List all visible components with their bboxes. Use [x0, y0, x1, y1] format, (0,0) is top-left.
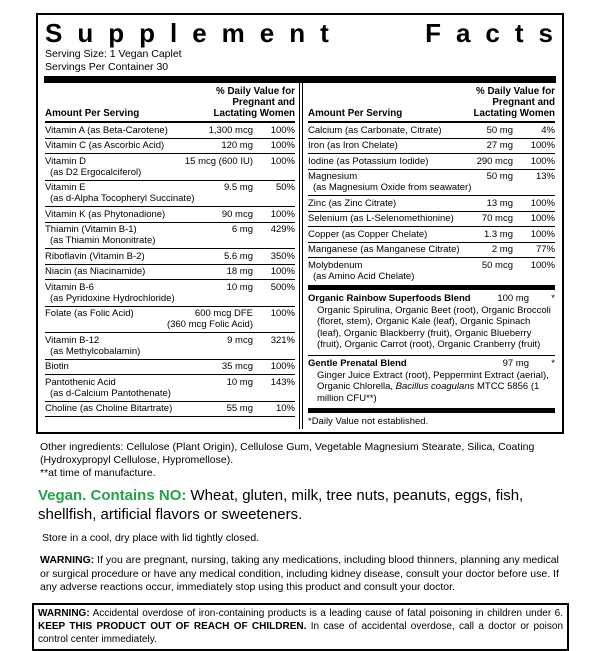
table-row-vitamin-d: [45, 153, 295, 180]
nutrient-name: Vitamin B-6: [45, 281, 94, 293]
table-row-magnesium: [308, 169, 555, 196]
table-row-manganese: [308, 242, 555, 258]
nutrient-name: Iodine (as Potassium Iodide): [308, 155, 429, 167]
table-row-vitamin-a: [45, 123, 295, 138]
blend-dv: *: [551, 292, 555, 304]
blend-name: Gentle Prenatal Blend: [308, 357, 407, 369]
nutrient-dv: 10%: [275, 403, 295, 414]
nutrient-dv: 500%: [270, 281, 295, 293]
nutrient-name: Vitamin B-12: [45, 334, 100, 346]
blend-dv: *: [551, 357, 555, 369]
table-row-iron: [308, 138, 555, 154]
nutrient-amount: 2 mg: [491, 244, 513, 255]
panel-title-word-1: Supplement: [45, 18, 344, 48]
nutrient-amount: 9 mcg: [227, 334, 253, 346]
nutrient-dv: 100%: [270, 208, 295, 220]
nutrient-amount: 18 mg: [226, 266, 253, 277]
nutrient-name: Molybdenum: [308, 259, 363, 271]
thick-divider-bar: [308, 285, 555, 290]
column-header: [45, 83, 295, 121]
nutrient-amount: 600 mcg DFE: [194, 308, 253, 319]
nutrient-name: Biotin: [45, 361, 69, 372]
nutrient-name: Vitamin E: [45, 182, 86, 193]
nutrient-name: Iron (as Iron Chelate): [308, 140, 398, 151]
panel-title-word-2: Facts: [425, 18, 568, 48]
nutrient-amount: 290 mcg: [476, 155, 513, 167]
keep-out-of-reach-text: KEEP THIS PRODUCT OUT OF REACH OF CHILDREN.: [38, 620, 307, 632]
nutrient-amount: 10 mg: [226, 281, 253, 293]
warning-label: WARNING:: [40, 554, 95, 566]
table-row-vitamin-c: [45, 138, 295, 154]
nutrient-amount: 6 mg: [231, 224, 253, 235]
nutrient-dv: 100%: [530, 228, 555, 240]
species-name: Bacillus coagulans: [395, 381, 475, 392]
nutrient-dv: 13%: [535, 171, 555, 182]
nutrient-subname: (as d-Alpha Tocopheryl Succinate): [50, 193, 195, 204]
nutrient-dv: 100%: [270, 155, 295, 167]
daily-value-header: % Daily Value for Pregnant and Lactating Women: [473, 86, 555, 119]
nutrient-dv: 350%: [270, 250, 295, 262]
nutrient-amount: 5.6 mg: [223, 250, 253, 262]
manufacture-note: **at time of manufacture.: [40, 467, 156, 479]
nutrient-name: Vitamin A (as Beta-Carotene): [45, 124, 168, 136]
nutrient-subname: (as Methylcobalamin): [50, 345, 141, 357]
table-row-thiamin: [45, 222, 295, 249]
warning-label: WARNING:: [38, 607, 90, 619]
nutrient-amount: 1,300 mcg: [208, 124, 253, 136]
servings-per-container: Servings Per Container 30: [45, 60, 169, 73]
nutrient-subname: (as Pyridoxine Hydrochloride): [50, 292, 175, 304]
nutrient-subname: (as Amino Acid Chelate): [313, 270, 415, 282]
nutrient-dv: 4%: [541, 124, 555, 136]
table-row-iodine: [308, 153, 555, 169]
daily-value-header: % Daily Value for Pregnant and Lactating Women: [213, 86, 295, 119]
nutrient-name: Folate (as Folic Acid): [45, 308, 134, 319]
nutrient-amount-2: (360 mcg Folic Acid): [166, 319, 253, 330]
table-row-zinc: [308, 195, 555, 211]
nutrient-amount: 15 mcg (600 IU): [184, 155, 253, 167]
nutrient-amount: 1.3 mg: [483, 228, 513, 240]
iron-overdose-warning-box: WARNING: Accidental overdose of iron-containing products is a leading cause of fatal poisoning in children under 6. KEEP THIS PRODUCT OUT OF REACH OF CHILDREN. In case of accidental overdose, call a doctor or poison control center immediately.: [32, 603, 569, 651]
table-row-biotin: [45, 359, 295, 375]
nutrient-dv: 100%: [270, 124, 295, 136]
thick-divider-bar: [44, 76, 556, 83]
nutrient-name: Pantothenic Acid: [45, 376, 116, 388]
amount-per-serving-header: Amount Per Serving: [45, 108, 140, 119]
nutrient-name: Vitamin K (as Phytonadione): [45, 208, 166, 220]
table-row-calcium: [308, 123, 555, 138]
nutrient-columns: [43, 83, 557, 429]
nutrient-amount: 13 mg: [486, 197, 513, 209]
table-row-folate: [45, 306, 295, 333]
vitamins-column: [43, 83, 300, 429]
below-panel-text: [40, 441, 562, 595]
nutrient-amount: 10 mg: [226, 376, 253, 388]
blend-amount: 100 mg: [497, 292, 529, 304]
superfoods-blend: [308, 291, 555, 354]
table-row-riboflavin: [45, 248, 295, 264]
nutrient-name: Vitamin D: [45, 155, 87, 167]
nutrient-name: Thiamin (Vitamin B-1): [45, 224, 137, 235]
nutrient-subname: (as d-Calcium Pantothenate): [50, 387, 171, 399]
other-ingredients: Other ingredients: Cellulose (Plant Origin), Cellulose Gum, Vegetable Magnesium Stearate, Silica, Coating (Hydroxypropyl Cellulose, Hypromellose).: [40, 441, 535, 466]
nutrient-name: Selenium (as L-Selenomethionine): [308, 213, 454, 224]
nutrient-dv: 100%: [530, 213, 555, 224]
nutrient-dv: 321%: [270, 334, 295, 346]
nutrient-amount: 90 mcg: [221, 208, 253, 220]
nutrient-amount: 50 mg: [486, 124, 513, 136]
nutrient-dv: 77%: [535, 244, 555, 255]
nutrient-dv: 100%: [270, 140, 295, 151]
nutrient-amount: 27 mg: [486, 140, 513, 151]
vegan-lead: Vegan. Contains NO:: [38, 487, 187, 504]
table-row-selenium: [308, 211, 555, 227]
column-header: [308, 83, 555, 121]
nutrient-dv: 100%: [530, 155, 555, 167]
nutrient-dv: 100%: [270, 308, 295, 319]
vegan-rest: Wheat, gluten, milk, tree nuts, peanuts, eggs, fish, shellfish, artificial flavors or sweeteners.: [38, 487, 524, 523]
nutrient-amount: 120 mg: [221, 140, 253, 151]
nutrient-dv: 50%: [275, 182, 295, 193]
nutrient-amount: 9.5 mg: [223, 182, 253, 193]
nutrient-subname: (as Magnesium Oxide from seawater): [313, 182, 472, 193]
nutrient-name: Vitamin C (as Ascorbic Acid): [45, 140, 165, 151]
nutrient-dv: 100%: [530, 259, 555, 271]
panel-title: [43, 18, 568, 48]
table-row-molybdenum: [308, 257, 555, 284]
nutrient-name: Zinc (as Zinc Citrate): [308, 197, 397, 209]
blend-ingredients: Organic Spirulina, Organic Beet (root), Organic Broccoli (floret, stem), Organic Kale (leaf), Organic Spinach (leaf), Organic Blackberry (fruit), Organic Blueberry (fruit), Organic Carrot (root), Organic Cranberry (fruit): [317, 304, 551, 350]
nutrient-subname: (as D2 Ergocalciferol): [50, 166, 142, 178]
prenatal-blend: [308, 356, 555, 408]
nutrient-name: Copper (as Copper Chelate): [308, 228, 428, 240]
nutrient-dv: 100%: [530, 197, 555, 209]
serving-size: Serving Size: 1 Vegan Caplet: [45, 48, 182, 60]
nutrient-amount: 50 mg: [486, 171, 513, 182]
table-row-vitamin-b12: [45, 332, 295, 359]
nutrient-amount: 35 mcg: [221, 361, 253, 372]
minerals-table: [308, 121, 555, 284]
blend-name: Organic Rainbow Superfoods Blend: [308, 292, 471, 304]
vegan-statement: [38, 487, 562, 524]
supplement-facts-panel: [36, 13, 568, 434]
thick-divider-bar: [308, 408, 555, 413]
blend-amount: 97 mg: [502, 357, 529, 369]
pregnancy-warning: WARNING: If you are pregnant, nursing, taking any medications, including blood thinners, planning any medical or surgical procedure or have any medical condition, including kidney disease, consult your doctor before use. If any adverse reactions occur, immediately stop using this product and consult your doctor.: [40, 554, 559, 593]
table-row-choline: [45, 401, 295, 417]
nutrient-name: Manganese (as Manganese Citrate): [308, 244, 460, 255]
nutrient-name: Choline (as Choline Bitartrate): [45, 403, 173, 414]
nutrient-dv: 429%: [270, 224, 295, 235]
nutrient-subname: (as Thiamin Mononitrate): [50, 235, 156, 246]
nutrient-name: Riboflavin (Vitamin B-2): [45, 250, 145, 262]
amount-per-serving-header: Amount Per Serving: [308, 108, 403, 119]
nutrient-amount: 70 mcg: [481, 213, 513, 224]
table-row-vitamin-b6: [45, 279, 295, 306]
table-row-copper: [308, 226, 555, 242]
minerals-column: [302, 83, 557, 429]
nutrient-dv: 143%: [270, 376, 295, 388]
nutrient-dv: 100%: [270, 361, 295, 372]
nutrient-name: Niacin (as Niacinamide): [45, 266, 146, 277]
nutrient-name: Magnesium: [308, 171, 358, 182]
table-row-vitamin-e: [45, 180, 295, 207]
table-row-niacin: [45, 264, 295, 280]
table-row-vitamin-k: [45, 206, 295, 222]
nutrient-dv: 100%: [270, 266, 295, 277]
daily-value-footnote: *Daily Value not established.: [308, 416, 429, 427]
blend-ingredients: Ginger Juice Extract (root), Peppermint Extract (aerial), Organic Chlorella, Bacillus coagulans MTCC 5856 (1 million CFU**): [317, 369, 549, 404]
nutrient-amount: 50 mcg: [481, 259, 513, 271]
storage-instructions: Store in a cool, dry place with lid tightly closed.: [42, 532, 260, 544]
nutrient-amount: 55 mg: [226, 403, 253, 414]
nutrient-name: Calcium (as Carbonate, Citrate): [308, 124, 442, 136]
vitamins-table: [45, 121, 295, 417]
nutrient-dv: 100%: [530, 140, 555, 151]
table-row-pantothenic-acid: [45, 374, 295, 401]
